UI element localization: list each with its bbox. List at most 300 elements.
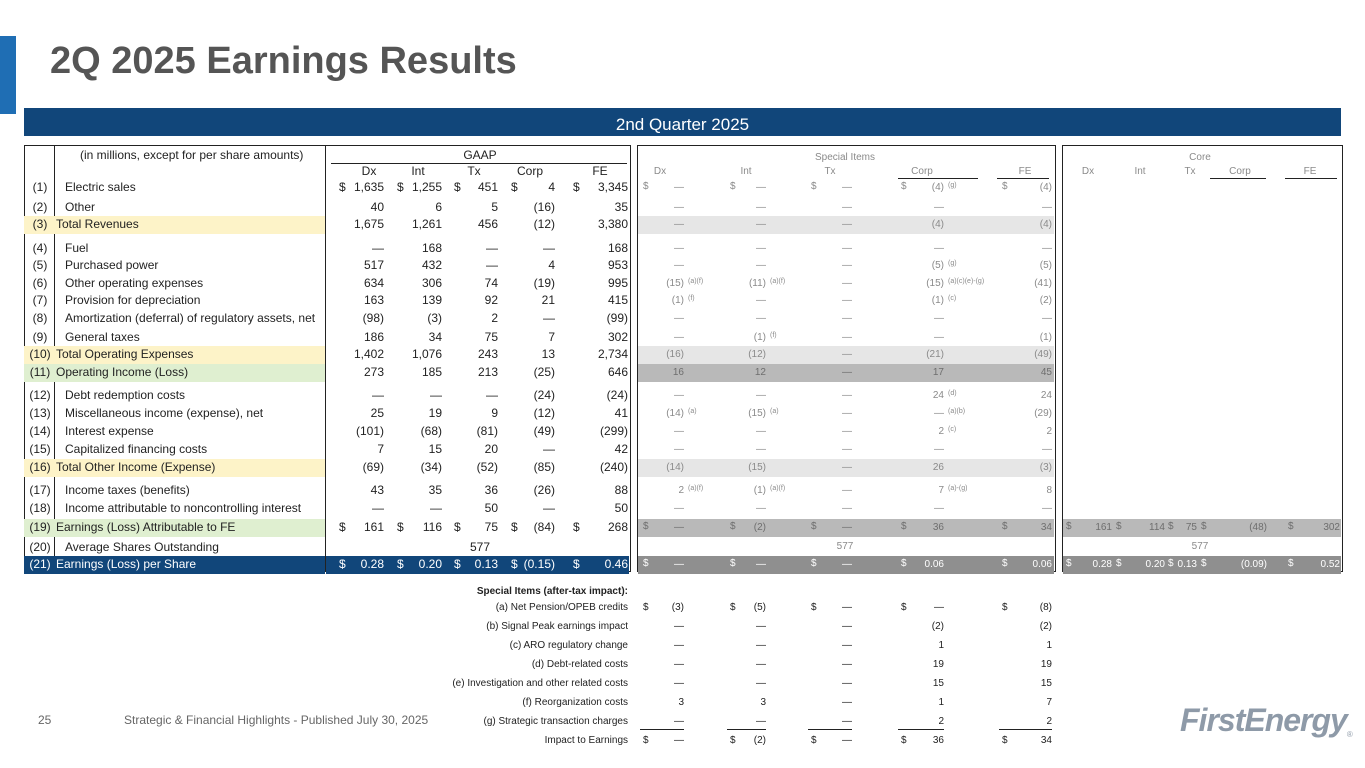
special-item-value: — xyxy=(842,621,852,632)
gaap-col-tx: Tx xyxy=(467,164,481,178)
gaap-value: — xyxy=(430,501,442,515)
gaap-dollar-sign: $ xyxy=(397,180,404,194)
special-value: 2 xyxy=(938,426,944,437)
special-item-value: 34 xyxy=(1040,735,1052,746)
gaap-value: 1,076 xyxy=(411,347,442,361)
special-item-value: — xyxy=(756,640,766,651)
special-item-value: — xyxy=(674,659,684,670)
special-value: — xyxy=(842,219,852,230)
special-item-value: (5) xyxy=(753,602,766,613)
row-number: (7) xyxy=(32,293,48,307)
special-item-value: — xyxy=(674,716,684,727)
special-value: — xyxy=(934,332,944,343)
row-label: Other operating expenses xyxy=(65,276,204,290)
special-value: — xyxy=(674,522,684,533)
gaap-value: 168 xyxy=(607,241,628,255)
special-value: (2) xyxy=(753,522,766,533)
special-item-value: 1 xyxy=(1046,640,1052,651)
special-value: — xyxy=(1042,313,1052,324)
gaap-value: 2 xyxy=(491,311,498,325)
gaap-value: (0.15) xyxy=(523,557,555,571)
gaap-value: 20 xyxy=(484,442,498,456)
core-dollar-sign: $ xyxy=(1288,521,1294,532)
special-value: 24 xyxy=(932,390,944,401)
special-dollar-sign: $ xyxy=(901,521,907,532)
special-value: — xyxy=(842,390,852,401)
gaap-value: (12) xyxy=(533,217,555,231)
core-col-corp: Corp xyxy=(1229,166,1251,177)
row-label: Electric sales xyxy=(65,180,136,194)
gaap-value: (101) xyxy=(355,424,384,438)
special-item-value: — xyxy=(756,716,766,727)
gaap-dollar-sign: $ xyxy=(339,520,346,534)
gaap-dollar-sign: $ xyxy=(454,520,461,534)
special-value: (16) xyxy=(666,349,684,360)
gaap-value: 415 xyxy=(607,293,628,307)
gaap-dollar-sign: $ xyxy=(397,557,404,571)
core-value: 161 xyxy=(1095,522,1112,533)
gaap-value: 306 xyxy=(421,276,442,290)
special-value: (15) xyxy=(666,278,684,289)
row-label: Debt redemption costs xyxy=(65,388,186,402)
special-value: — xyxy=(674,313,684,324)
page-title: 2Q 2025 Earnings Results xyxy=(50,40,517,82)
special-value: (49) xyxy=(1034,349,1052,360)
page-number: 25 xyxy=(38,713,52,727)
row-label: Income taxes (benefits) xyxy=(65,483,190,497)
special-item-value: 2 xyxy=(1046,716,1052,727)
gaap-col-dx: Dx xyxy=(361,164,377,178)
special-value: (12) xyxy=(748,349,766,360)
row-label: Income attributable to noncontrolling interest xyxy=(65,501,302,515)
footnote-ref: (c) xyxy=(948,295,957,302)
special-item-value: — xyxy=(934,602,944,613)
gaap-value: 185 xyxy=(421,365,442,379)
special-item-dollar-sign: $ xyxy=(643,602,649,613)
gaap-value: (98) xyxy=(362,311,384,325)
special-value: — xyxy=(842,278,852,289)
special-item-value: (2) xyxy=(931,621,944,632)
special-value: (4) xyxy=(1039,219,1052,230)
special-item-label: (b) Signal Peak earnings impact xyxy=(486,621,628,632)
special-item-value: 15 xyxy=(932,678,944,689)
special-value: — xyxy=(756,202,766,213)
special-item-dollar-sign: $ xyxy=(1002,735,1008,746)
special-value: (5) xyxy=(931,260,944,271)
special-value: 36 xyxy=(932,522,944,533)
footnote-ref: (a)(f) xyxy=(770,485,786,492)
gaap-value: 1,635 xyxy=(353,180,384,194)
gaap-col-fe: FE xyxy=(592,164,608,178)
gaap-value: — xyxy=(486,258,498,272)
gaap-dollar-sign: $ xyxy=(339,557,346,571)
special-value: — xyxy=(842,444,852,455)
gaap-dollar-sign: $ xyxy=(339,180,346,194)
special-value: — xyxy=(756,559,766,570)
special-item-dollar-sign: $ xyxy=(901,735,907,746)
special-dollar-sign: $ xyxy=(901,558,907,569)
special-average-shares: 577 xyxy=(836,541,854,552)
core-col-int: Int xyxy=(1134,166,1146,177)
row-number: (3) xyxy=(32,217,48,231)
core-value: 0.13 xyxy=(1177,559,1197,570)
special-value: 17 xyxy=(932,367,944,378)
gaap-average-shares: 577 xyxy=(469,540,491,554)
special-value: 12 xyxy=(754,367,766,378)
footnote-ref: (a) xyxy=(688,408,697,415)
footnote-ref: (g) xyxy=(948,182,957,189)
special-value: — xyxy=(674,332,684,343)
row-label: Earnings (Loss) per Share xyxy=(56,557,197,571)
special-value: (1) xyxy=(931,295,944,306)
special-value: 26 xyxy=(932,462,944,473)
special-value: (2) xyxy=(1039,295,1052,306)
gaap-value: 41 xyxy=(614,406,628,420)
gaap-value: — xyxy=(372,501,384,515)
special-item-value: — xyxy=(842,697,852,708)
special-value: (14) xyxy=(666,408,684,419)
special-item-value: 1 xyxy=(938,640,944,651)
gaap-dollar-sign: $ xyxy=(397,520,404,534)
special-dollar-sign: $ xyxy=(1002,558,1008,569)
total-top-rule xyxy=(808,729,852,730)
row-number: (19) xyxy=(29,520,51,534)
gaap-value: 4 xyxy=(548,258,555,272)
row-label: Total Other Income (Expense) xyxy=(56,460,216,474)
gaap-value: 75 xyxy=(484,520,498,534)
special-value: (21) xyxy=(926,349,944,360)
special-item-value: 19 xyxy=(1040,659,1052,670)
row-label: Earnings (Loss) Attributable to FE xyxy=(56,520,236,534)
row-label: Interest expense xyxy=(65,424,154,438)
gaap-value: 35 xyxy=(614,200,628,214)
gaap-value: 302 xyxy=(607,330,628,344)
gaap-value: — xyxy=(543,311,555,325)
special-value: (15) xyxy=(926,278,944,289)
special-value: — xyxy=(756,313,766,324)
special-item-dollar-sign: $ xyxy=(730,735,736,746)
row-label: Other xyxy=(65,200,96,214)
gaap-value: 36 xyxy=(484,483,498,497)
gaap-col-int: Int xyxy=(411,164,425,178)
gaap-value: 50 xyxy=(614,501,628,515)
special-value: — xyxy=(842,182,852,193)
special-item-value: 2 xyxy=(938,716,944,727)
gaap-value: 0.46 xyxy=(604,557,628,571)
special-value: — xyxy=(842,243,852,254)
core-average-shares: 577 xyxy=(1191,541,1209,552)
special-value: (4) xyxy=(931,219,944,230)
gaap-value: 456 xyxy=(477,217,498,231)
row-label: General taxes xyxy=(65,330,140,344)
special-col-corp: Corp xyxy=(911,166,933,177)
special-dollar-sign: $ xyxy=(643,521,649,532)
row-number: (21) xyxy=(29,557,51,571)
gaap-dollar-sign: $ xyxy=(454,557,461,571)
row-number: (18) xyxy=(29,501,51,515)
gaap-value: — xyxy=(486,241,498,255)
special-col-int: Int xyxy=(740,166,752,177)
gaap-value: (24) xyxy=(533,388,555,402)
gaap-value: 34 xyxy=(428,330,442,344)
special-value: — xyxy=(674,444,684,455)
special-item-value: 3 xyxy=(678,697,684,708)
row-label: Total Operating Expenses xyxy=(56,347,194,361)
special-value: — xyxy=(756,260,766,271)
special-value: — xyxy=(842,313,852,324)
special-value: — xyxy=(756,182,766,193)
gaap-header: GAAP xyxy=(463,148,497,162)
total-top-rule xyxy=(727,729,766,730)
special-item-label: (f) Reorganization costs xyxy=(522,697,628,708)
footer-text: Strategic & Financial Highlights - Published July 30, 2025 xyxy=(124,713,429,727)
core-value: 75 xyxy=(1185,522,1197,533)
gaap-value: 953 xyxy=(607,258,628,272)
special-value: — xyxy=(674,390,684,401)
special-value: — xyxy=(756,390,766,401)
firstenergy-logo xyxy=(1180,702,1352,739)
special-value: (4) xyxy=(931,182,944,193)
gaap-value: 0.13 xyxy=(474,557,498,571)
special-value: — xyxy=(756,444,766,455)
gaap-value: — xyxy=(543,241,555,255)
gaap-value: 3,380 xyxy=(597,217,628,231)
row-label: Total Revenues xyxy=(56,217,139,231)
special-value: (15) xyxy=(748,408,766,419)
gaap-value: 517 xyxy=(363,258,384,272)
gaap-value: 268 xyxy=(607,520,628,534)
gaap-value: 186 xyxy=(363,330,384,344)
row-number: (17) xyxy=(29,483,51,497)
gaap-value: 6 xyxy=(435,200,442,214)
row-number: (16) xyxy=(29,460,51,474)
special-item-value: (8) xyxy=(1039,602,1052,613)
gaap-value: (81) xyxy=(476,424,498,438)
special-value: 34 xyxy=(1040,522,1052,533)
special-value: (1) xyxy=(753,485,766,496)
gaap-value: 213 xyxy=(477,365,498,379)
special-item-value: — xyxy=(756,659,766,670)
logo-text: FirstEnergy xyxy=(1180,702,1347,738)
special-item-value: — xyxy=(842,678,852,689)
special-value: (5) xyxy=(1039,260,1052,271)
special-dollar-sign: $ xyxy=(901,181,907,192)
gaap-value: (24) xyxy=(606,388,628,402)
special-col-tx: Tx xyxy=(824,166,836,177)
special-value: — xyxy=(842,202,852,213)
special-value: — xyxy=(842,426,852,437)
special-item-dollar-sign: $ xyxy=(811,602,817,613)
special-value: — xyxy=(842,349,852,360)
gaap-value: 50 xyxy=(484,501,498,515)
special-value: — xyxy=(756,243,766,254)
special-value: — xyxy=(674,219,684,230)
gaap-value: 2,734 xyxy=(597,347,628,361)
special-value: (4) xyxy=(1039,182,1052,193)
special-value: — xyxy=(1042,503,1052,514)
row-label: Miscellaneous income (expense), net xyxy=(65,406,264,420)
special-value: — xyxy=(934,444,944,455)
special-item-value: — xyxy=(756,621,766,632)
gaap-value: 88 xyxy=(614,483,628,497)
special-value: 0.06 xyxy=(1032,559,1052,570)
gaap-value: 92 xyxy=(484,293,498,307)
core-col-tx: Tx xyxy=(1184,166,1196,177)
special-item-value: — xyxy=(842,716,852,727)
special-item-value: — xyxy=(756,678,766,689)
gaap-value: 15 xyxy=(428,442,442,456)
core-col-fe: FE xyxy=(1303,166,1317,177)
gaap-value: 5 xyxy=(491,200,498,214)
gaap-value: — xyxy=(543,442,555,456)
special-value: — xyxy=(756,219,766,230)
row-number: (9) xyxy=(32,330,48,344)
special-item-label: (d) Debt-related costs xyxy=(531,659,628,670)
special-value: — xyxy=(842,522,852,533)
row-label: Purchased power xyxy=(65,258,159,272)
core-dollar-sign: $ xyxy=(1201,558,1207,569)
special-value: — xyxy=(934,313,944,324)
footnote-ref: (a)(f) xyxy=(688,278,704,285)
gaap-value: 168 xyxy=(421,241,442,255)
footnote-ref: (g) xyxy=(948,260,957,267)
gaap-value: 1,402 xyxy=(353,347,384,361)
footnote-ref: (c) xyxy=(948,426,957,433)
gaap-value: 0.28 xyxy=(360,557,384,571)
footnote-ref: (a)-(g) xyxy=(948,485,968,492)
special-value: — xyxy=(674,243,684,254)
quarter-band: 2nd Quarter 2025 xyxy=(24,108,1341,136)
footnote-ref: (a)(f) xyxy=(688,485,704,492)
special-value: — xyxy=(842,485,852,496)
special-value: 7 xyxy=(938,485,944,496)
gaap-value: (240) xyxy=(599,460,628,474)
gaap-value: 40 xyxy=(370,200,384,214)
gaap-value: 1,255 xyxy=(411,180,442,194)
special-item-value: (2) xyxy=(1039,621,1052,632)
row-number: (15) xyxy=(29,442,51,456)
special-value: (15) xyxy=(748,462,766,473)
special-item-label: Impact to Earnings xyxy=(544,735,628,746)
core-dollar-sign: $ xyxy=(1116,558,1122,569)
core-value: 0.20 xyxy=(1145,559,1165,570)
special-item-value: — xyxy=(842,602,852,613)
core-value: (0.09) xyxy=(1240,559,1267,570)
special-items-heading: Special Items (after-tax impact): xyxy=(476,586,628,597)
special-value: — xyxy=(674,202,684,213)
row-label: Provision for depreciation xyxy=(65,293,201,307)
footnote-ref: (f) xyxy=(688,295,695,302)
special-item-value: 36 xyxy=(932,735,944,746)
special-dollar-sign: $ xyxy=(643,558,649,569)
row-number: (6) xyxy=(32,276,48,290)
core-value: 0.28 xyxy=(1092,559,1112,570)
special-value: (41) xyxy=(1034,278,1052,289)
row-number: (20) xyxy=(29,540,51,554)
core-dollar-sign: $ xyxy=(1066,558,1072,569)
footnote-ref: (f) xyxy=(770,332,777,339)
special-dollar-sign: $ xyxy=(811,558,817,569)
core-dollar-sign: $ xyxy=(1168,521,1174,532)
special-dollar-sign: $ xyxy=(811,521,817,532)
special-value: — xyxy=(1042,243,1052,254)
gaap-value: — xyxy=(372,388,384,402)
special-value: — xyxy=(842,462,852,473)
gaap-value: 161 xyxy=(363,520,384,534)
special-item-value: — xyxy=(842,735,852,746)
gaap-value: 43 xyxy=(370,483,384,497)
special-value: 16 xyxy=(672,367,684,378)
gaap-dollar-sign: $ xyxy=(454,180,461,194)
gaap-value: 3,345 xyxy=(597,180,628,194)
core-fe-underline xyxy=(1285,178,1337,179)
gaap-value: (12) xyxy=(533,406,555,420)
special-value: — xyxy=(934,202,944,213)
special-item-value: 15 xyxy=(1040,678,1052,689)
special-value: (1) xyxy=(753,332,766,343)
gaap-value: 74 xyxy=(484,276,498,290)
special-value: — xyxy=(842,367,852,378)
gaap-value: 634 xyxy=(363,276,384,290)
row-label: Operating Income (Loss) xyxy=(56,365,189,379)
special-item-value: 7 xyxy=(1046,697,1052,708)
special-item-label: (c) ARO regulatory change xyxy=(509,640,628,651)
special-value: (1) xyxy=(1039,332,1052,343)
gaap-value: — xyxy=(430,388,442,402)
core-dollar-sign: $ xyxy=(1168,558,1174,569)
special-value: — xyxy=(756,503,766,514)
special-dollar-sign: $ xyxy=(1002,181,1008,192)
special-value: — xyxy=(842,295,852,306)
gaap-dollar-sign: $ xyxy=(573,557,580,571)
gaap-value: (85) xyxy=(533,460,555,474)
special-item-label: (g) Strategic transaction charges xyxy=(483,716,628,727)
gaap-value: (84) xyxy=(533,520,555,534)
special-value: (3) xyxy=(1039,462,1052,473)
row-label: Fuel xyxy=(65,241,89,255)
special-dollar-sign: $ xyxy=(730,521,736,532)
gaap-value: 7 xyxy=(548,330,555,344)
special-item-value: (3) xyxy=(671,602,684,613)
gaap-dollar-sign: $ xyxy=(573,180,580,194)
gaap-value: (299) xyxy=(599,424,628,438)
gaap-value: (34) xyxy=(420,460,442,474)
special-value: — xyxy=(674,260,684,271)
gaap-dollar-sign: $ xyxy=(573,520,580,534)
special-value: — xyxy=(842,408,852,419)
special-value: 8 xyxy=(1046,485,1052,496)
special-value: — xyxy=(934,503,944,514)
core-dollar-sign: $ xyxy=(1201,521,1207,532)
gaap-value: (3) xyxy=(427,311,442,325)
row-number: (13) xyxy=(29,406,51,420)
gaap-value: 432 xyxy=(421,258,442,272)
gaap-dollar-sign: $ xyxy=(511,180,518,194)
units-note: (in millions, except for per share amounts) xyxy=(80,148,304,162)
row-number: (14) xyxy=(29,424,51,438)
special-value: — xyxy=(842,559,852,570)
special-col-dx: Dx xyxy=(653,166,667,177)
core-value: 114 xyxy=(1149,522,1165,533)
special-items-header: Special Items xyxy=(814,152,876,163)
special-value: — xyxy=(934,408,944,419)
gaap-value: 13 xyxy=(541,347,555,361)
row-label: Capitalized financing costs xyxy=(65,442,208,456)
gaap-value: — xyxy=(486,388,498,402)
special-value: 45 xyxy=(1040,367,1052,378)
special-item-value: — xyxy=(842,640,852,651)
special-item-dollar-sign: $ xyxy=(643,735,649,746)
